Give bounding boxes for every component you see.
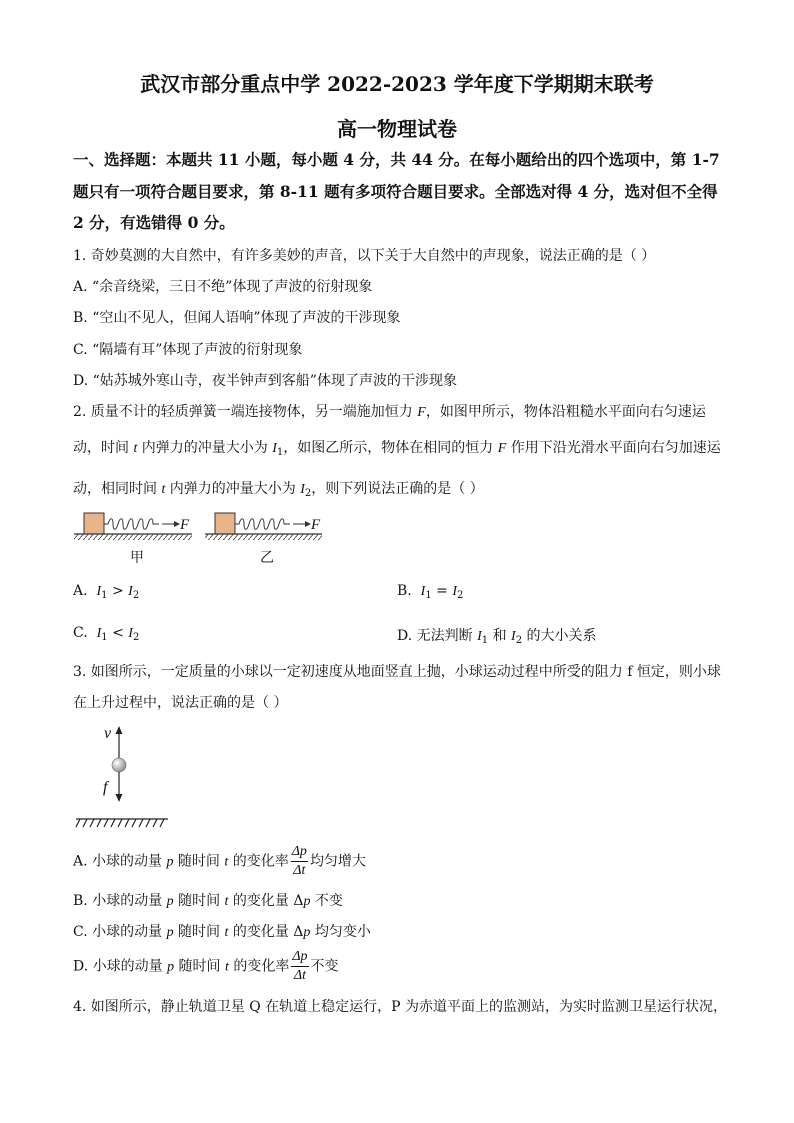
velocity-arrow-icon — [116, 726, 123, 734]
spring-icon — [235, 519, 290, 530]
exam-subtitle: 高一物理试卷 — [337, 117, 457, 141]
q3-option-d: D. 小球的动量 p 随时间 t 的变化率 $\frac{\Delta p}{\Delta t}$ 不变 — [73, 949, 339, 983]
q1-option-a: A. “余音绕梁，三日不绝”体现了声波的衍射现象 — [73, 279, 373, 295]
q4-stem-line1: 4. 如图所示，静止轨道卫星 Q 在轨道上稳定运行，P 为赤道平面上的监测站，为实时监测卫星运行状况， — [73, 999, 728, 1015]
rate-fraction: $\frac{\Delta p}{\Delta t}$ — [291, 844, 307, 878]
figure-jia-diagram — [74, 513, 192, 540]
q3-ball-figure — [70, 722, 180, 832]
q2-stem-line3: 动，相同时间 t 内弹力的冲量大小为 $I_2$，则下列说法正确的是（ ） — [73, 481, 484, 499]
q1-option-c: C. “隔墙有耳”体现了声波的衍射现象 — [73, 342, 303, 358]
q2-option-a: A. $I_1 > I_2$ — [73, 583, 140, 601]
block-icon — [215, 513, 235, 534]
exam-title: 武汉市部分重点中学 2022-2023 学年度下学期期末联考 — [140, 72, 654, 96]
q1-option-d: D. “姑苏城外寒山寺，夜半钟声到客船”体现了声波的干涉现象 — [73, 373, 457, 389]
force-label-jia: F — [180, 517, 190, 533]
velocity-label: v — [104, 725, 112, 742]
q1-option-b: B. “空山不见人，但闻人语响”体现了声波的干涉现象 — [73, 310, 401, 326]
friction-arrow-icon — [116, 794, 123, 802]
figure-yi-diagram — [205, 513, 322, 540]
section-instructions-line1: 一、选择题：本题共 11 小题，每小题 4 分，共 44 分。在每小题给出的四个选项中，第 1-7 — [73, 150, 720, 169]
section-instructions-line3: 2 分，有选错得 0 分。 — [73, 213, 235, 232]
figure-label-jia: 甲 — [130, 550, 144, 566]
friction-label: f — [103, 779, 108, 796]
q2-option-b: B. $I_1 = I_2$ — [397, 583, 464, 601]
spring-icon — [104, 519, 159, 530]
q1-stem: 1. 奇妙莫测的大自然中，有许多美妙的声音，以下关于大自然中的声现象，说法正确的是（ ） — [73, 248, 656, 264]
q2-option-d: D. 无法判断 $I_1$ 和 $I_2$ 的大小关系 — [397, 628, 597, 646]
q3-option-c: C. 小球的动量 p 随时间 t 的变化量 Δp 均匀变小 — [73, 924, 371, 940]
force-label-yi: F — [311, 517, 321, 533]
q3-stem-line2: 在上升过程中，说法正确的是（ ） — [73, 695, 288, 711]
q2-spring-figure — [70, 508, 330, 568]
rate-fraction: $\frac{\Delta p}{\Delta t}$ — [292, 949, 308, 983]
q2-stem-line1: 2. 质量不计的轻质弹簧一端连接物体，另一端施加恒力 F，如图甲所示，物体沿粗糙水平面向右匀速运 — [73, 404, 706, 420]
q3-stem-line1: 3. 如图所示，一定质量的小球以一定初速度从地面竖直上抛，小球运动过程中所受的阻力 f 恒定，则小球 — [73, 664, 721, 680]
section-instructions-line2: 题只有一项符合题目要求，第 8-11 题有多项符合题目要求。全部选对得 4 分，选对但不全得 — [73, 182, 718, 201]
q3-option-a: A. 小球的动量 p 随时间 t 的变化率 $\frac{\Delta p}{\Delta t}$ 均匀增大 — [73, 844, 366, 878]
q3-option-b: B. 小球的动量 p 随时间 t 的变化量 Δp 不变 — [73, 893, 343, 909]
q2-option-c: C. $I_1 < I_2$ — [73, 625, 140, 643]
block-icon — [84, 513, 104, 534]
figure-label-yi: 乙 — [260, 550, 274, 566]
q2-stem-line2: 动，时间 t 内弹力的冲量大小为 $I_1$，如图乙所示，物体在相同的恒力 F 作用下沿光滑水平面向右匀加速运 — [73, 440, 721, 458]
ball-icon — [112, 758, 126, 772]
